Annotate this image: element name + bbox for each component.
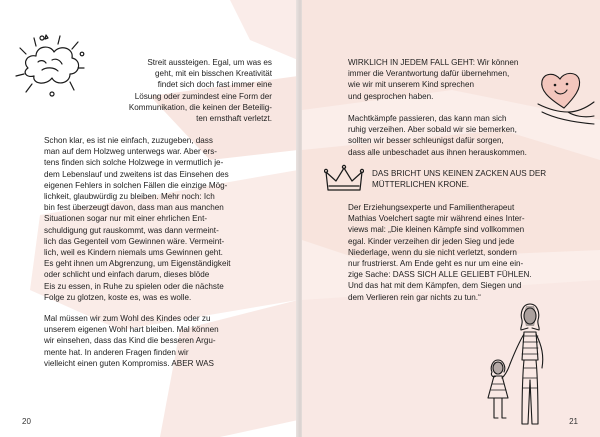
right-page — [302, 0, 600, 437]
body-paragraph-holzweg: Schon klar, es ist nie einfach, zuzugeben, dass man auf dem Holzweg unterwegs war. Aber ers- tens finden sich solche Holzwege in vermutlich je- dem Lebenslauf und zweitens ist das Einsehen des eigenen Fehlers in solchen Fällen die einzige Mög- lichkeit, glaubwürdig zu bleiben. Mehr noch: Ich bin fest überzeugt davon, dass man aus manchen Situationen sogar nur mit einer ehrlichen Ent- schuldigung gut rauskommt, was dann vermeint- lich das Gegenteil vom Gewinnen wäre. Vermeint- lich, weil es Kindern niemals ums Gewinnen geht. Es geht ihnen um Abgrenzung, um Eigenständigkeit oder schlicht und einfach darum, dieses blöde Eis zu essen, in Ruhe zu spielen oder die nächste Folge zu glotzen, koste es, was es wolle. — [44, 136, 231, 302]
heart-in-hand-icon — [534, 68, 596, 128]
page-number-right: 21 — [569, 417, 578, 426]
explosion-cloud-icon — [12, 32, 88, 98]
crown-icon — [324, 164, 364, 196]
body-paragraph-verantwortung: WIRKLICH IN JEDEM FALL GEHT: Wir können immer die Verantwortung dafür übernehmen, wie wir mit unserem Kind sprechen und gesprochen haben. — [348, 58, 519, 101]
crown-heading: DAS BRICHT UNS KEINEN ZACKEN AUS DER MÜTTERLICHEN KRONE. — [372, 169, 547, 190]
body-paragraph-kompromiss: Mal müssen wir zum Wohl des Kindes oder zu unserem eigenen Wohl hart bleiben. Mal können wir einsehen, dass das Kind die besseren Argu- mente hat. In anderen Fragen finden wir vielleicht einen guten Kompromiss. ABER WAS — [44, 314, 219, 368]
intro-paragraph: Streit aussteigen. Egal, um was es geht, mit ein bisschen Kreativität findet sich doch fast immer eine Lösung oder zumindest eine Form der Kommunikation, die keinen der Beteilig- ten ernsthaft verletzt. — [128, 58, 272, 124]
mother-and-child-icon — [480, 298, 572, 434]
body-paragraph-voelchert-quote: Der Erziehungsexperte und Familientherapeut Mathias Voelchert sagte mir während eines Inter- views mal: „Die kleinen Kämpfe sind vollkommen egal. Kinder verzeihen dir jeden Sieg und jede Niederlage, wenn du sie nicht verletzt, sondern nur frustrierst. Am Ende geht es nur um eine ein- zige Sache: DASS SICH ALLE GELIEBT FÜHLEN. Und das hat mit dem Kämpfen, dem Siegen und dem Verlieren rein gar nichts zu tun.“ — [348, 203, 532, 302]
page-number-left: 20 — [22, 417, 31, 426]
body-paragraph-machtkaempfe: Machtkämpfe passieren, das kann man sich ruhig verzeihen. Aber sobald wir sie bemerken, sollten wir besser schleunigst dafür sorgen, dass alle unbeschadet aus ihnen herauskommen. — [348, 114, 527, 157]
left-page — [0, 0, 298, 437]
